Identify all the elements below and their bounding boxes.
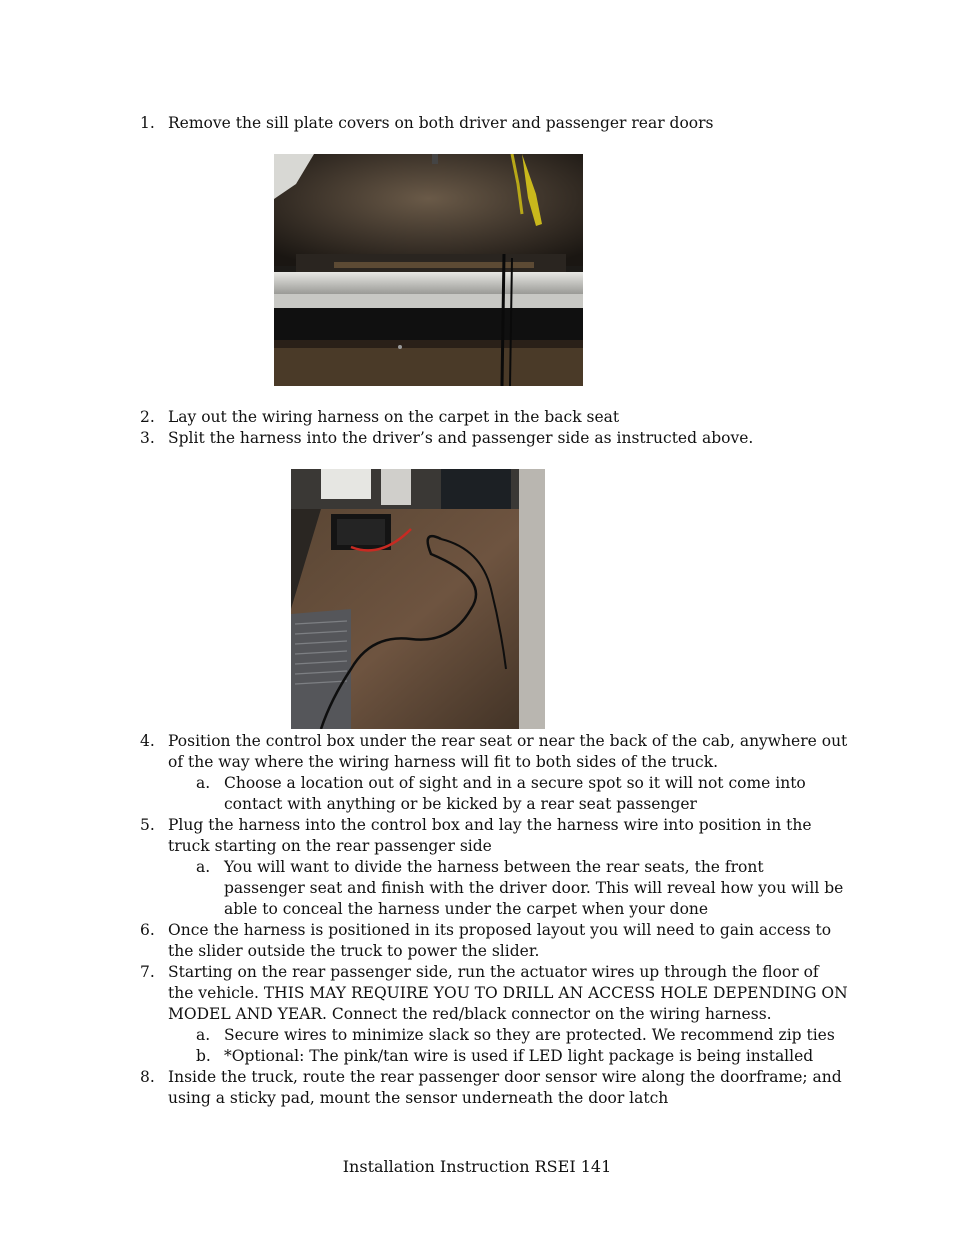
step-text: Once the harness is positioned in its proposed layout you will need to gain access to the slider outside the truck to power the slider. (168, 921, 832, 960)
step-text: Plug the harness into the control box and lay the harness wire into position in the truck starting on the rear passenger side (168, 816, 812, 855)
substep-letter: a. (196, 858, 211, 876)
substep-text: Secure wires to minimize slack so they are protected. We recommend zip ties (224, 1026, 835, 1044)
step-number: 2. (140, 408, 155, 426)
step-number: 4. (140, 732, 155, 750)
step-number: 1. (140, 114, 155, 132)
page-footer: Installation Instruction RSEI 141 (342, 1157, 612, 1176)
step-text: Starting on the rear passenger side, run the actuator wires up through the floor of the vehicle. THIS MAY REQUIRE YOU TO DRILL AN ACCESS HOLE DEPENDING ON MODEL AND YEAR. Connect the red/black connector on the wiring harness. (168, 963, 848, 1023)
step-number: 5. (140, 816, 155, 834)
substep-letter: b. (196, 1047, 211, 1065)
sill-plate-photo (274, 154, 583, 386)
step-number: 6. (140, 921, 155, 939)
harness-layout-photo (291, 469, 545, 729)
step-number: 8. (140, 1068, 155, 1086)
step-text: Split the harness into the driver’s and passenger side as instructed above. (168, 429, 754, 447)
substep-text: Choose a location out of sight and in a secure spot so it will not come into contact with anything or be kicked by a rear seat passenger (224, 774, 806, 813)
step-text: Inside the truck, route the rear passenger door sensor wire along the doorframe; and using a sticky pad, mount the sensor underneath the door latch (168, 1068, 842, 1107)
substep-letter: a. (196, 774, 211, 792)
step-text: Lay out the wiring harness on the carpet in the back seat (168, 408, 620, 426)
step-text: Remove the sill plate covers on both driver and passenger rear doors (168, 114, 714, 132)
substep-text: *Optional: The pink/tan wire is used if LED light package is being installed (224, 1047, 814, 1065)
step-number: 7. (140, 963, 155, 981)
step-text: Position the control box under the rear seat or near the back of the cab, anywhere out of the way where the wiring harness will fit to both sides of the truck. (168, 732, 848, 771)
substep-text: You will want to divide the harness between the rear seats, the front passenger seat and finish with the driver door. This will reveal how you will be able to conceal the harness under the carpet when your done (224, 858, 844, 918)
substep-letter: a. (196, 1026, 211, 1044)
step-number: 3. (140, 429, 155, 447)
